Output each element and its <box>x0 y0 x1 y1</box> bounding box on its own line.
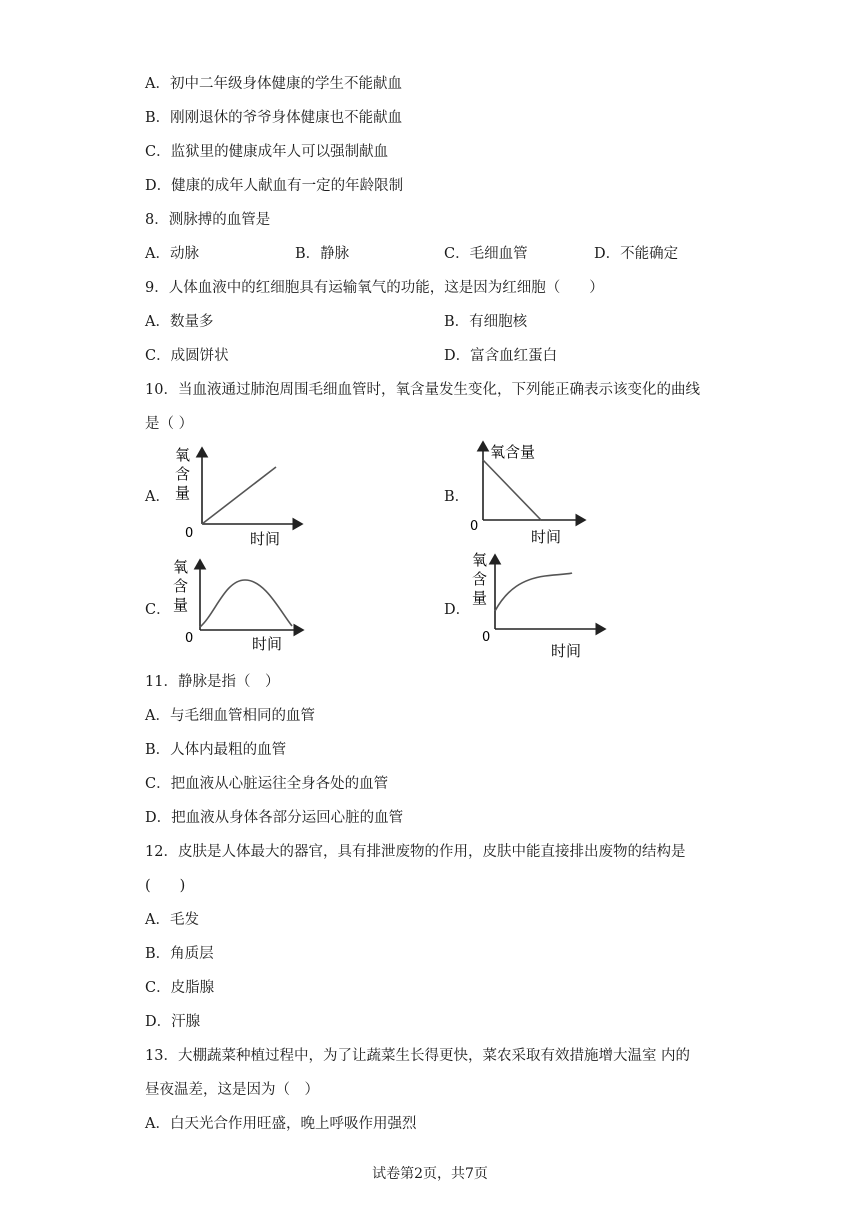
q10-option-b-letter: B． <box>444 489 470 505</box>
origin-label: 0 <box>185 631 194 646</box>
y-label-1: 氧 <box>173 558 189 576</box>
q8-option-b: B．静脉 <box>295 246 350 262</box>
q7-option-b: B．刚刚退休的爷爷身体健康也不能献血 <box>145 110 403 126</box>
origin-label: 0 <box>185 526 194 541</box>
y-label: 氧含量 <box>490 443 536 461</box>
q9-option-d: D．富含血红蛋白 <box>444 348 558 364</box>
x-label: 时间 <box>551 642 582 660</box>
q9-stem: 9．人体血液中的红细胞具有运输氧气的功能，这是因为红细胞（ ） <box>145 280 604 296</box>
q12-option-b: B．角质层 <box>145 946 214 962</box>
q11-option-a: A．与毛细血管相同的血管 <box>145 708 315 724</box>
q12-stem-line1: 12．皮肤是人体最大的器官，具有排泄废物的作用，皮肤中能直接排出废物的结构是 <box>145 844 686 860</box>
q9-option-a: A．数量多 <box>145 314 214 330</box>
q8-stem: 8．测脉搏的血管是 <box>145 212 271 228</box>
q7-option-a: A．初中二年级身体健康的学生不能献血 <box>145 76 402 92</box>
q13-option-a: A．白天光合作用旺盛，晚上呼吸作用强烈 <box>145 1116 417 1132</box>
q12-option-d: D．汗腺 <box>145 1014 201 1030</box>
q11-option-b: B．人体内最粗的血管 <box>145 742 287 758</box>
q8-option-d: D．不能确定 <box>594 246 679 262</box>
q12-option-a: A．毛发 <box>145 912 199 928</box>
q10-option-c-letter: C． <box>145 602 171 618</box>
q10-stem-line2: 是（ ） <box>145 416 194 432</box>
q10-option-a-letter: A． <box>145 489 170 505</box>
q11-stem: 11．静脉是指（ ） <box>145 674 280 690</box>
q11-option-c: C．把血液从心脏运往全身各处的血管 <box>145 776 389 792</box>
curve-rising <box>202 467 276 524</box>
q9-option-b: B．有细胞核 <box>444 314 528 330</box>
q7-option-d: D．健康的成年人献血有一定的年龄限制 <box>145 178 404 194</box>
x-label: 时间 <box>252 635 283 653</box>
graph-c <box>165 556 325 658</box>
x-label: 时间 <box>250 530 281 548</box>
curve-saturating <box>495 573 572 611</box>
graph-d <box>465 549 610 663</box>
y-label-2: 含 <box>173 577 189 595</box>
graph-a <box>165 440 325 552</box>
origin-label: 0 <box>470 519 479 534</box>
q7-option-c: C．监狱里的健康成年人可以强制献血 <box>145 144 389 160</box>
q10-stem-line1: 10．当血液通过肺泡周围毛细血管时，氧含量发生变化，下列能正确表示该变化的曲线 <box>145 382 700 398</box>
q10-option-d-letter: D． <box>444 602 471 618</box>
q13-stem-line1: 13．大棚蔬菜种植过程中，为了让蔬菜生长得更快，菜农采取有效措施增大温室 内的 <box>145 1048 691 1064</box>
q9-option-c: C．成圆饼状 <box>145 348 229 364</box>
page-footer: 试卷第2页，共7页 <box>372 1166 488 1182</box>
y-label-2: 含 <box>175 465 191 483</box>
q11-option-d: D．把血液从身体各部分运回心脏的血管 <box>145 810 404 826</box>
q13-stem-line2: 昼夜温差，这是因为（ ） <box>145 1082 319 1098</box>
y-label-2: 含 <box>472 570 488 588</box>
q8-option-a: A．动脉 <box>145 246 199 262</box>
q8-option-c: C．毛细血管 <box>444 246 528 262</box>
y-label-3: 量 <box>173 596 189 614</box>
curve-rise-fall <box>200 580 292 627</box>
origin-label: 0 <box>482 630 491 645</box>
y-label-1: 氧 <box>175 446 191 464</box>
curve-falling <box>483 460 541 520</box>
y-label-3: 量 <box>472 589 488 607</box>
q12-stem-line2: ( ) <box>145 878 186 894</box>
y-label-1: 氧 <box>472 551 488 569</box>
q12-option-c: C．皮脂腺 <box>145 980 215 996</box>
graph-b <box>465 436 595 548</box>
x-label: 时间 <box>531 528 562 546</box>
y-label-3: 量 <box>175 484 191 502</box>
